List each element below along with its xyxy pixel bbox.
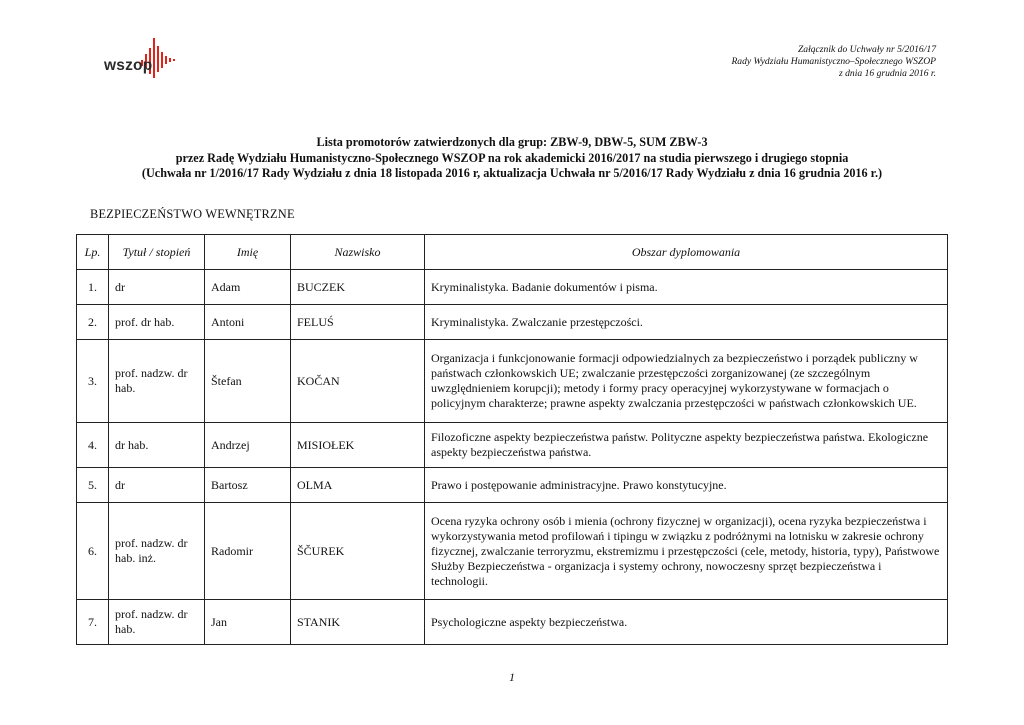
title-line: Lista promotorów zatwierdzonych dla grup: ZBW-9, DBW-5, SUM ZBW-3: [316, 135, 708, 149]
cell-lp: 5.: [77, 468, 109, 503]
attachment-note-line: z dnia 16 grudnia 2016 r.: [838, 68, 936, 79]
header-area: Obszar dyplomowania: [425, 235, 948, 270]
cell-surname: STANIK: [291, 600, 425, 645]
cell-surname: BUCZEK: [291, 270, 425, 305]
cell-title: dr: [109, 270, 205, 305]
attachment-note-line: Załącznik do Uchwały nr 5/2016/17: [797, 44, 936, 55]
cell-title: dr: [109, 468, 205, 503]
wszop-logo: [104, 38, 184, 82]
page-number: 1: [509, 670, 515, 684]
cell-lp: 2.: [77, 305, 109, 340]
logo-text: wszop: [104, 57, 153, 74]
promoters-table: [76, 234, 948, 645]
cell-title: dr hab.: [109, 423, 205, 468]
cell-first-name: Antoni: [205, 305, 291, 340]
header-title: Tytuł / stopień: [109, 235, 205, 270]
table-header-row: [77, 235, 948, 270]
title-line: przez Radę Wydziału Humanistyczno-Społecznego WSZOP na rok akademicki 2016/2017 na studia pierwszego i drugiego stopnia: [175, 150, 849, 165]
attachment-note-line: Rady Wydziału Humanistyczno–Społecznego WSZOP: [731, 56, 936, 67]
cell-surname: ŠČUREK: [291, 503, 425, 600]
cell-area: Kryminalistyka. Badanie dokumentów i pisma.: [425, 270, 948, 305]
cell-first-name: Adam: [205, 270, 291, 305]
document-title: [60, 135, 964, 182]
cell-title: prof. nadzw. dr hab. inż.: [109, 503, 205, 600]
cell-title: prof. dr hab.: [109, 305, 205, 340]
table-row: [77, 270, 948, 305]
cell-lp: 6.: [77, 503, 109, 600]
cell-area: Psychologiczne aspekty bezpieczeństwa.: [425, 600, 948, 645]
cell-title: prof. nadzw. dr hab.: [109, 340, 205, 423]
cell-lp: 3.: [77, 340, 109, 423]
cell-surname: FELUŚ: [291, 305, 425, 340]
cell-surname: MISIOŁEK: [291, 423, 425, 468]
header-surname: Nazwisko: [291, 235, 425, 270]
cell-lp: 7.: [77, 600, 109, 645]
cell-area: Kryminalistyka. Zwalczanie przestępczości.: [425, 305, 948, 340]
table-row: [77, 423, 948, 468]
cell-surname: OLMA: [291, 468, 425, 503]
table-row: [77, 503, 948, 600]
attachment-note: [616, 44, 936, 80]
cell-first-name: Radomir: [205, 503, 291, 600]
cell-area: Organizacja i funkcjonowanie formacji odpowiedzialnych za bezpieczeństwo i porządek publiczny w państwach członkowskich UE; zwalczanie przestępczości zorganizowanej (ze szczególnym uwzględnieniem korupcji); metody i formy pracy operacyjnej wykorzystywane w formacjach o policyjnym charakterze; prawne aspekty zwalczania przestępczości w państwach członkowskich UE.: [425, 340, 948, 423]
cell-first-name: Štefan: [205, 340, 291, 423]
cell-area: Prawo i postępowanie administracyjne. Prawo konstytucyjne.: [425, 468, 948, 503]
table-row: [77, 600, 948, 645]
section-heading: BEZPIECZEŃSTWO WEWNĘTRZNE: [90, 207, 295, 221]
cell-title: prof. nadzw. dr hab.: [109, 600, 205, 645]
table-row: [77, 305, 948, 340]
cell-first-name: Bartosz: [205, 468, 291, 503]
cell-area: Filozoficzne aspekty bezpieczeństwa państw. Polityczne aspekty bezpieczeństwa państwa. Ekologiczne aspekty bezpieczeństwa państwa.: [425, 423, 948, 468]
cell-area: Ocena ryzyka ochrony osób i mienia (ochrony fizycznej w organizacji), ocena ryzyka bezpieczeństwa i wykorzystywania metod profilowań i tipingu w związku z podróżnymi na lotnisku w zakresie ochrony fizycznej, zwalczanie terroryzmu, ekstremizmu i przestępczości (cele, metody, historia, typy), Państwowe Służby Bezpieczeństwa - organizacja i systemy ochrony, nowoczesny sprzęt bezpieczeństwa i technologii.: [425, 503, 948, 600]
cell-lp: 4.: [77, 423, 109, 468]
cell-lp: 1.: [77, 270, 109, 305]
table-row: [77, 468, 948, 503]
table-row: [77, 340, 948, 423]
cell-surname: KOČAN: [291, 340, 425, 423]
cell-first-name: Andrzej: [205, 423, 291, 468]
header-lp: Lp.: [77, 235, 109, 270]
header-first-name: Imię: [205, 235, 291, 270]
cell-first-name: Jan: [205, 600, 291, 645]
title-line: (Uchwała nr 1/2016/17 Rady Wydziału z dnia 18 listopada 2016 r, aktualizacja Uchwała nr 5/2016/17 Rady Wydziału z dnia 16 grudnia 2016 r.): [141, 166, 883, 180]
